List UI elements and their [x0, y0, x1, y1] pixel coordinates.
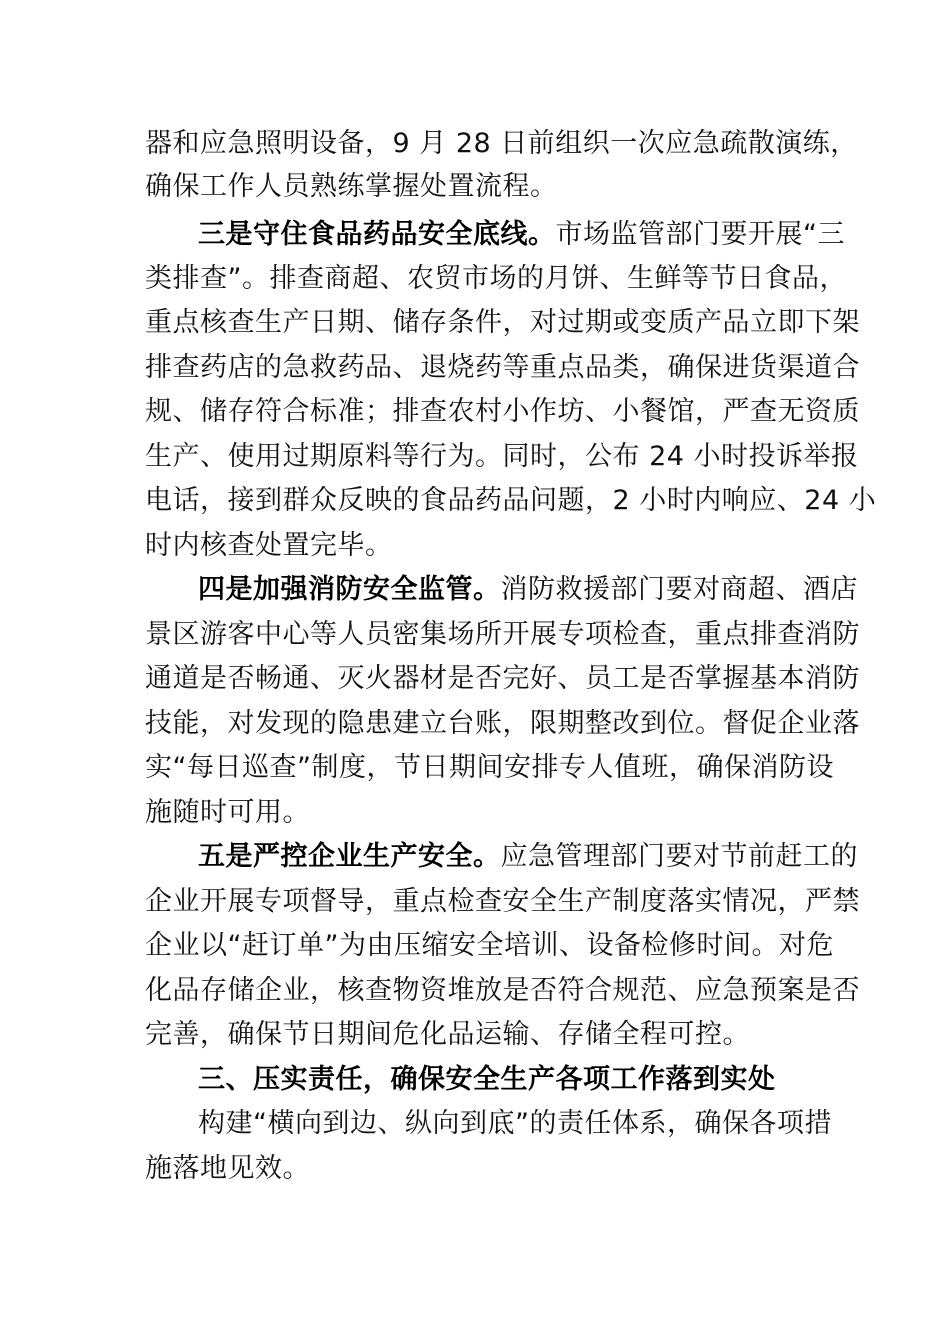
- paragraph-line: [145, 345, 950, 391]
- line-text: 完善，确保节日期间危化品运输、存储全程可控。: [145, 1019, 750, 1050]
- line-text: 实“每日巡查”制度，节日期间安排专人值班，确保消防设: [145, 752, 834, 783]
- line-text: 消防救援部门要对商超、酒店: [500, 574, 858, 605]
- paragraph-line: [145, 968, 950, 1014]
- line-text: 企业以“赶订单”为由压缩安全培训、设备检修时间。对危: [145, 930, 834, 961]
- line-text: 时内核查处置完毕。: [145, 530, 393, 561]
- section-heading-text: 三、压实责任，确保安全生产各项工作落到实处: [198, 1064, 776, 1095]
- paragraph-line: [145, 256, 950, 302]
- paragraph-line: [145, 745, 950, 791]
- paragraph-line: [145, 389, 950, 435]
- paragraph-line: [145, 879, 950, 925]
- section-lead-bold: 五是严控企业生产安全。: [198, 841, 501, 872]
- paragraph-line: [145, 523, 950, 569]
- line-text: 生产、使用过期原料等行为。同时，公布 24 小时投诉举报: [145, 441, 859, 472]
- line-text: 化品存储企业，核查物资堆放是否符合规范、应急预案是否: [145, 975, 860, 1006]
- paragraph-line: [145, 1012, 950, 1058]
- line-text: 类排查”。排查商超、农贸市场的月饼、生鲜等节日食品，: [145, 263, 847, 294]
- paragraph-line: [145, 790, 950, 836]
- section-paragraph-production-safety: [198, 834, 950, 880]
- line-text: 器和应急照明设备，9 月 28 日前组织一次应急疏散演练，: [145, 128, 858, 159]
- paragraph-line: [145, 164, 950, 210]
- paragraph-line: [145, 923, 950, 969]
- line-text: 确保工作人员熟练掌握处置流程。: [145, 171, 558, 202]
- line-text: 通道是否畅通、灭火器材是否完好、员工是否掌握基本消防: [145, 663, 860, 694]
- paragraph-line: [145, 701, 950, 747]
- line-text: 施随时可用。: [145, 797, 310, 828]
- paragraph-line: [145, 121, 950, 167]
- line-text: 排查药店的急救药品、退烧药等重点品类，确保进货渠道合: [145, 352, 860, 383]
- section-heading: [198, 1057, 950, 1103]
- section-paragraph-fire-safety: [198, 567, 950, 613]
- paragraph-line: [145, 434, 950, 480]
- paragraph-line: [145, 478, 950, 524]
- line-text: 景区游客中心等人员密集场所开展专项检查，重点排查消防: [145, 619, 860, 650]
- line-text: 市场监管部门要开展“三: [555, 219, 845, 250]
- line-text: 应急管理部门要对节前赶工的: [500, 841, 858, 872]
- section-lead-bold: 四是加强消防安全监管。: [198, 574, 501, 605]
- line-text: 电话，接到群众反映的食品药品问题，2 小时内响应、24 小: [145, 485, 877, 516]
- paragraph-line: [198, 1101, 950, 1147]
- paragraph-line: [145, 1146, 950, 1192]
- line-text: 重点核查生产日期、储存条件，对过期或变质产品立即下架: [145, 307, 860, 338]
- section-lead-bold: 三是守住食品药品安全底线。: [198, 219, 556, 250]
- line-text: 构建“横向到边、纵向到底”的责任体系，确保各项措: [198, 1108, 832, 1139]
- paragraph-line: [145, 612, 950, 658]
- paragraph-line: [145, 656, 950, 702]
- section-paragraph-food-drug: [198, 212, 950, 258]
- paragraph-line: [145, 300, 950, 346]
- line-text: 施落地见效。: [145, 1153, 310, 1184]
- line-text: 规、储存符合标准；排查农村小作坊、小餐馆，严查无资质: [145, 396, 860, 427]
- line-text: 技能，对发现的隐患建立台账，限期整改到位。督促企业落: [145, 708, 860, 739]
- line-text: 企业开展专项督导，重点检查安全生产制度落实情况，严禁: [145, 886, 860, 917]
